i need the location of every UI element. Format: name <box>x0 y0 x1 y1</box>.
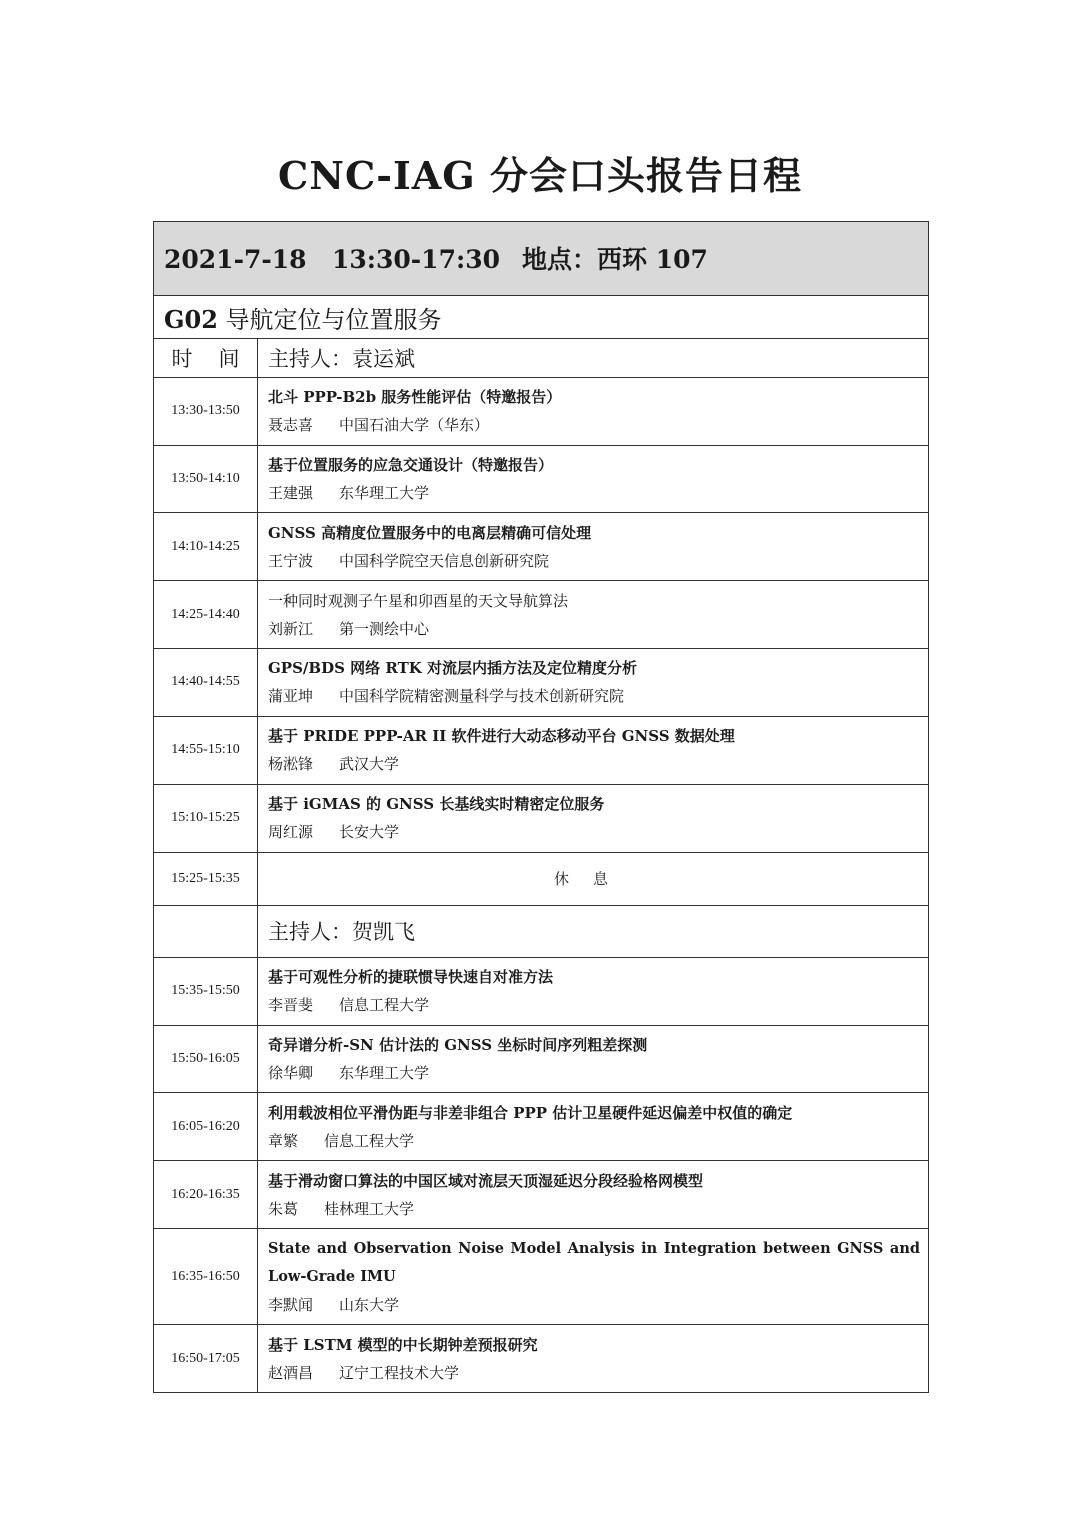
talk-time: 16:20-16:35 <box>154 1161 258 1229</box>
schedule-header <box>154 222 929 296</box>
talk-details <box>258 377 929 445</box>
talk-row <box>154 649 929 717</box>
schedule-table <box>153 221 929 1393</box>
chair-label-1: 主持人：袁运斌 <box>258 339 929 377</box>
session-location: 地点：西环 107 <box>522 245 708 275</box>
talk-title: State and Observation Noise Model Analysis in Integration between GNSS and Low-Grade IMU <box>268 1239 921 1285</box>
talk-meta <box>268 1291 920 1319</box>
talk-meta <box>268 750 920 778</box>
time-header-char-1: 时 <box>171 347 193 372</box>
talk-affiliation: 中国科学院空天信息创新研究院 <box>339 551 550 570</box>
talk-affiliation: 中国科学院精密测量科学与技术创新研究院 <box>339 687 625 706</box>
talk-time: 16:50-17:05 <box>154 1325 258 1393</box>
talk-details <box>258 581 929 649</box>
talk-speaker: 李晋斐 <box>268 996 314 1015</box>
talks-group-2 <box>154 957 929 1392</box>
talks-group-1 <box>154 377 929 852</box>
break-row <box>154 852 929 906</box>
talk-title: GNSS 高精度位置服务中的电离层精确可信处理 <box>268 523 592 542</box>
talk-affiliation: 桂林理工大学 <box>324 1199 415 1218</box>
talk-meta <box>268 682 920 710</box>
talk-title: 基于滑动窗口算法的中国区域对流层天顶湿延迟分段经验格网模型 <box>268 1171 704 1190</box>
talk-row <box>154 1229 929 1325</box>
talk-speaker: 王建强 <box>268 484 314 503</box>
talk-row <box>154 1093 929 1161</box>
talk-speaker: 赵酒昌 <box>268 1363 314 1382</box>
talk-time: 13:30-13:50 <box>154 377 258 445</box>
talk-title: 利用载波相位平滑伪距与非差非组合 PPP 估计卫星硬件延迟偏差中权值的确定 <box>268 1103 793 1122</box>
talk-details <box>258 649 929 717</box>
talk-meta <box>268 818 920 846</box>
talk-time: 15:10-15:25 <box>154 784 258 852</box>
talk-affiliation: 信息工程大学 <box>339 996 430 1015</box>
talk-time: 14:55-15:10 <box>154 716 258 784</box>
talk-time: 16:05-16:20 <box>154 1093 258 1161</box>
talk-title: 北斗 PPP-B2b 服务性能评估（特邀报告） <box>268 388 562 407</box>
talk-affiliation: 长安大学 <box>339 823 400 842</box>
talk-details <box>258 1229 929 1325</box>
talk-row <box>154 513 929 581</box>
talk-details <box>258 513 929 581</box>
talk-meta <box>268 547 920 575</box>
talk-meta <box>268 1195 920 1223</box>
talk-details <box>258 1093 929 1161</box>
break-label: 休息 <box>258 852 929 906</box>
session-time: 13:30-17:30 <box>332 245 500 275</box>
talk-row <box>154 1025 929 1093</box>
session-date: 2021-7-18 <box>164 245 307 275</box>
chair-row-1 <box>154 339 929 377</box>
schedule-header-cell <box>154 222 929 296</box>
talk-affiliation: 东华理工大学 <box>339 484 430 503</box>
talk-details <box>258 784 929 852</box>
talk-affiliation: 第一测绘中心 <box>339 619 430 638</box>
talk-row <box>154 1161 929 1229</box>
talk-affiliation: 山东大学 <box>339 1295 400 1314</box>
time-column-header <box>154 339 258 377</box>
talk-details <box>258 1025 929 1093</box>
talk-title: GPS/BDS 网络 RTK 对流层内插方法及定位精度分析 <box>268 659 637 678</box>
session-title-cell <box>154 295 929 339</box>
talk-speaker: 聂志喜 <box>268 416 314 435</box>
talk-time: 16:35-16:50 <box>154 1229 258 1325</box>
talk-row <box>154 377 929 445</box>
talk-time: 14:10-14:25 <box>154 513 258 581</box>
chair-row-2-time-cell <box>154 906 258 958</box>
talk-affiliation: 信息工程大学 <box>324 1131 415 1150</box>
talk-meta <box>268 479 920 507</box>
talk-meta <box>268 411 920 439</box>
talk-speaker: 章繁 <box>268 1131 299 1150</box>
session-code: G02 <box>164 304 218 334</box>
talk-meta <box>268 615 920 643</box>
talk-row <box>154 957 929 1025</box>
talk-time: 14:25-14:40 <box>154 581 258 649</box>
talk-speaker: 周红源 <box>268 823 314 842</box>
talk-title: 基于 iGMAS 的 GNSS 长基线实时精密定位服务 <box>268 795 605 814</box>
talk-speaker: 王宁波 <box>268 551 314 570</box>
talk-speaker: 徐华卿 <box>268 1064 314 1082</box>
chair-label-2: 主持人：贺凯飞 <box>258 906 929 958</box>
talk-title: 一种同时观测子午星和卯酉星的天文导航算法 <box>268 591 569 610</box>
talk-speaker: 朱葛 <box>268 1199 299 1218</box>
page-title: CNC-IAG 分会口头报告日程 <box>278 153 802 198</box>
talk-row <box>154 716 929 784</box>
talk-row <box>154 445 929 513</box>
talk-title: 基于 LSTM 模型的中长期钟差预报研究 <box>268 1335 538 1354</box>
talk-title: 基于 PRIDE PPP-AR II 软件进行大动态移动平台 GNSS 数据处理 <box>268 727 735 746</box>
talk-details <box>258 1325 929 1393</box>
talk-row <box>154 784 929 852</box>
talk-affiliation: 东华理工大学 <box>339 1064 430 1082</box>
talk-meta <box>268 1127 920 1155</box>
talk-time: 14:40-14:55 <box>154 649 258 717</box>
talk-row <box>154 1325 929 1393</box>
talk-meta <box>268 1359 920 1387</box>
talk-affiliation: 武汉大学 <box>339 755 400 774</box>
break-time: 15:25-15:35 <box>154 852 258 906</box>
session-name: 导航定位与位置服务 <box>225 305 442 334</box>
chair-row-2 <box>154 906 929 958</box>
talk-details <box>258 445 929 513</box>
talk-time: 13:50-14:10 <box>154 445 258 513</box>
talk-speaker: 刘新江 <box>268 619 314 638</box>
talk-row <box>154 581 929 649</box>
time-header-char-2: 间 <box>218 347 240 372</box>
talk-speaker: 蒲亚坤 <box>268 687 314 706</box>
talk-title: 奇异谱分析-SN 估计法的 GNSS 坐标时间序列粗差探测 <box>268 1036 648 1054</box>
talk-time: 15:35-15:50 <box>154 957 258 1025</box>
talk-title: 基于位置服务的应急交通设计（特邀报告） <box>268 456 554 475</box>
session-title-row <box>154 295 929 339</box>
talk-affiliation: 中国石油大学（华东） <box>339 416 490 435</box>
talk-details <box>258 1161 929 1229</box>
talk-details <box>258 957 929 1025</box>
talk-speaker: 杨淞锋 <box>268 755 314 774</box>
talk-speaker: 李默闻 <box>268 1295 314 1314</box>
talk-time: 15:50-16:05 <box>154 1025 258 1093</box>
talk-meta <box>268 1059 920 1087</box>
talk-details <box>258 716 929 784</box>
talk-affiliation: 辽宁工程技术大学 <box>339 1363 460 1382</box>
talk-meta <box>268 991 920 1019</box>
talk-title: 基于可观性分析的捷联惯导快速自对准方法 <box>268 968 554 987</box>
